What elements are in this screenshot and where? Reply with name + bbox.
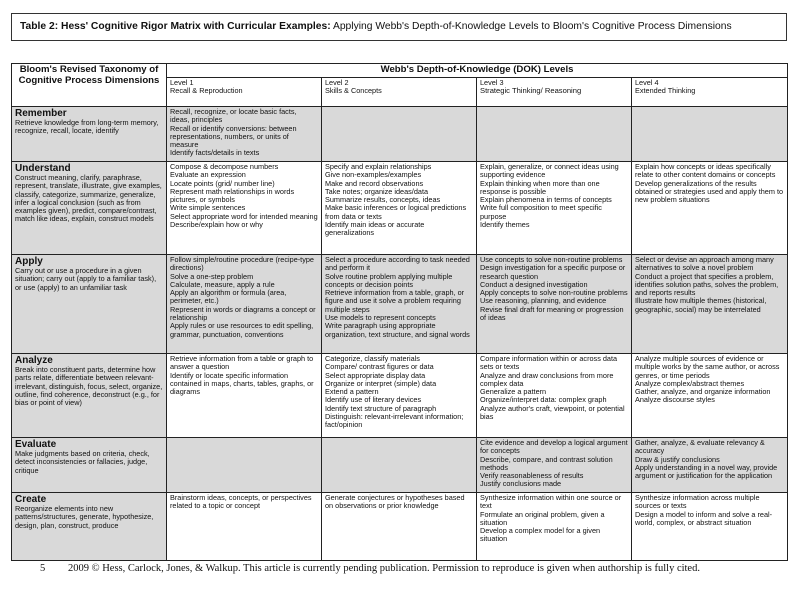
example-item: Make and record observations [325, 178, 424, 188]
taxonomy-header: Bloom's Revised Taxonomy of Cognitive Process Dimensions [12, 64, 167, 107]
taxonomy-description: Reorganize elements into new patterns/structures, generate, hypothesize, design, plan, construct, produce [15, 504, 154, 530]
taxonomy-title: Analyze [15, 355, 53, 366]
example-item: Verify reasonableness of results [480, 471, 584, 481]
example-item: Select appropriate display data [325, 370, 426, 380]
example-item: Identify facts/details in texts [170, 148, 260, 158]
footer [40, 563, 700, 574]
dok-level-1-cell [167, 107, 322, 162]
example-item: Identify or locate specific information contained in maps, charts, tables, graphs, or diagrams [170, 370, 314, 397]
example-item: Solve a one-step problem [170, 271, 254, 281]
example-item: Organize or interpret (simple) data [325, 378, 437, 388]
level-1-header: Level 1 Recall & Reproduction [167, 78, 322, 107]
example-item: Draw & justify conclusions [635, 454, 720, 464]
example-item: Justify conclusions made [480, 479, 562, 489]
example-item: Identify use of literary devices [325, 395, 422, 405]
example-item: Represent in words or diagrams a concept or relationship [170, 304, 316, 323]
example-item: Use models to represent concepts [325, 313, 436, 323]
level-3-header: Level 3 Strategic Thinking/ Reasoning [477, 78, 632, 107]
dok-level-4-cell [632, 354, 788, 438]
example-item: Compare/ contrast figures or data [325, 362, 434, 372]
example-item: Explain phenomena in terms of concepts [480, 195, 612, 205]
example-item: Analyze multiple sources of evidence or multiple works by the same author, or across genres, or time periods [635, 354, 780, 380]
example-item: Categorize, classify materials [325, 354, 420, 363]
example-item: Summarize results, concepts, ideas [325, 195, 441, 205]
taxonomy-cell [12, 255, 167, 354]
example-item: Brainstorm ideas, concepts, or perspectives related to a topic or concept [170, 493, 312, 511]
taxonomy-cell [12, 107, 167, 162]
taxonomy-cell [12, 162, 167, 255]
example-item: Select a procedure according to task needed and perform it [325, 255, 470, 273]
example-item: Write simple sentences [170, 203, 246, 213]
example-item: Illustrate how multiple themes (historical, geographic, social) may be interrelated [635, 296, 767, 314]
dok-level-2-cell [322, 493, 477, 561]
example-item: Generate conjectures or hypotheses based on observations or prior knowledge [325, 493, 465, 511]
taxonomy-description: Construct meaning, clarify, paraphrase, represent, translate, illustrate, give examples, classify, categorize, summarize, generalize, infer a logical conclusion (such as from examples given), predict, compare/contrast, match like ideas, explain, construct models [15, 173, 162, 224]
example-item: Identify themes [480, 220, 530, 230]
example-item: Give non-examples/examples [325, 170, 422, 180]
example-item: Recall or identify conversions: between representations, numbers, or units of measure [170, 123, 297, 150]
example-item: Analyze and draw conclusions from more complex data [480, 370, 614, 388]
dok-level-4-cell [632, 255, 788, 354]
example-item: Use reasoning, planning, and evidence [480, 296, 607, 306]
taxonomy-title: Apply [15, 256, 43, 267]
dok-level-1-cell [167, 493, 322, 561]
dok-level-2-cell [322, 107, 477, 162]
example-item: Formulate an original problem, given a situation [480, 509, 605, 527]
example-item: Make basic inferences or logical predictions from data or texts [325, 203, 467, 221]
taxonomy-cell [12, 438, 167, 493]
matrix-row-evaluate [12, 438, 788, 493]
taxonomy-description: Retrieve knowledge from long-term memory, recognize, recall, locate, identify [15, 118, 159, 136]
example-item: Describe/explain how or why [170, 220, 263, 230]
example-item: Analyze author's craft, viewpoint, or potential bias [480, 403, 625, 422]
table-caption [11, 13, 787, 41]
dok-level-2-cell [322, 354, 477, 438]
example-item: Analyze discourse styles [635, 395, 715, 405]
dok-level-1-cell [167, 162, 322, 255]
example-item: Select or devise an approach among many alternatives to solve a novel problem [635, 255, 774, 273]
example-item: Conduct a project that specifies a problem, identifies solution paths, solves the problem, and reports results [635, 271, 779, 298]
example-item: Calculate, measure, apply a rule [170, 279, 275, 289]
example-item: Gather, analyze, & evaluate relevancy & accuracy [635, 438, 765, 456]
cognitive-rigor-matrix [11, 63, 788, 561]
example-item: Synthesize information within one source or text [480, 493, 622, 511]
example-item: Identify text structure of paragraph [325, 403, 437, 413]
example-item: Revise final draft for meaning or progression of ideas [480, 304, 624, 323]
matrix-row-understand [12, 162, 788, 255]
example-item: Apply an algorithm or formula (area, perimeter, etc.) [170, 288, 287, 306]
example-item: Cite evidence and develop a logical argument for concepts [480, 438, 628, 456]
dok-level-3-cell [477, 255, 632, 354]
dok-level-3-cell [477, 107, 632, 162]
level-2-header: Level 2 Skills & Concepts [322, 78, 477, 107]
taxonomy-description: Make judgments based on criteria, check, detect inconsistencies or fallacies, judge, critique [15, 449, 150, 475]
dok-level-1-cell [167, 255, 322, 354]
example-item: Synthesize information across multiple sources or texts [635, 493, 760, 511]
example-item: Explain how concepts or ideas specifically relate to other content domains or concepts [635, 162, 776, 180]
page-number: 5 [40, 563, 46, 574]
example-item: Apply rules or use resources to edit spelling, grammar, punctuation, conventions [170, 321, 314, 339]
dok-level-1-cell [167, 354, 322, 438]
example-item: Compare information within or across data sets or texts [480, 354, 618, 372]
matrix-row-create [12, 493, 788, 561]
matrix-row-apply [12, 255, 788, 354]
dok-level-4-cell [632, 438, 788, 493]
dok-level-3-cell [477, 354, 632, 438]
caption-title: Table 2: Hess' Cognitive Rigor Matrix with Curricular Examples: [20, 21, 331, 32]
example-item: Solve routine problem applying multiple concepts or decision points [325, 271, 453, 289]
taxonomy-title: Create [15, 494, 47, 505]
dok-header: Webb's Depth-of-Knowledge (DOK) Levels [167, 64, 788, 78]
example-item: Explain thinking when more than one response is possible [480, 178, 600, 196]
example-item: Generalize a pattern [480, 387, 547, 397]
taxonomy-cell [12, 493, 167, 561]
example-item: Analyze complex/abstract themes [635, 378, 745, 388]
example-item: Recall, recognize, or locate basic facts, ideas, principles [170, 107, 297, 125]
dok-level-3-cell [477, 438, 632, 493]
taxonomy-title: Understand [15, 163, 71, 174]
example-item: Write paragraph using appropriate organization, text structure, and signal words [325, 321, 470, 339]
taxonomy-description: Carry out or use a procedure in a given situation; carry out (apply to a familiar task), or use (apply) to an unfamiliar task [15, 266, 157, 292]
example-item: Identify main ideas or accurate generalizations [325, 220, 425, 238]
dok-level-4-cell [632, 107, 788, 162]
taxonomy-cell [12, 354, 167, 438]
matrix-row-remember [12, 107, 788, 162]
example-item: Specify and explain relationships [325, 162, 432, 171]
example-item: Apply concepts to solve non-routine problems [480, 288, 628, 298]
dok-level-4-cell [632, 493, 788, 561]
example-item: Distinguish: relevant-irrelevant information; fact/opinion [325, 412, 464, 430]
level-4-header: Level 4 Extended Thinking [632, 78, 788, 107]
example-item: Evaluate an expression [170, 170, 246, 180]
matrix-body [12, 107, 788, 561]
dok-level-2-cell [322, 438, 477, 493]
example-item: Explain, generalize, or connect ideas using supporting evidence [480, 162, 619, 180]
dok-level-3-cell [477, 162, 632, 255]
example-item: Design investigation for a specific purpose or research question [480, 263, 626, 281]
dok-level-1-cell [167, 438, 322, 493]
example-item: Retrieve information from a table or graph to answer a question [170, 354, 314, 372]
example-item: Compose & decompose numbers [170, 162, 279, 171]
taxonomy-title: Evaluate [15, 439, 57, 450]
taxonomy-description: Break into constituent parts, determine how parts relate, differentiate between relevant-irrelevant, distinguish, focus, select, organize, outline, find coherence, deconstruct (e.g., for bias or point of view) [15, 365, 163, 408]
example-item: Develop a complex model for a given situation [480, 526, 601, 544]
caption-subtitle: Applying Webb's Depth-of-Knowledge Levels to Bloom's Cognitive Process Dimensions [330, 21, 732, 32]
dok-level-2-cell [322, 255, 477, 354]
copyright-note: 2009 © Hess, Carlock, Jones, & Walkup. This article is currently pending publication. Permission to reproduce is given when authorship is fully cited. [68, 563, 700, 574]
dok-level-4-cell [632, 162, 788, 255]
example-item: Select appropriate word for intended meaning [170, 211, 318, 221]
example-item: Take notes; organize ideas/data [325, 186, 429, 196]
example-item: Conduct a designed investigation [480, 279, 588, 289]
taxonomy-title: Remember [15, 108, 67, 119]
example-item: Follow simple/routine procedure (recipe-type directions) [170, 255, 314, 273]
example-item: Gather, analyze, and organize information [635, 387, 771, 397]
example-item: Extend a pattern [325, 387, 379, 397]
example-item: Locate points (grid/ number line) [170, 178, 275, 188]
example-item: Apply understanding in a novel way, provide argument or justification for the application [635, 462, 778, 481]
matrix-row-analyze [12, 354, 788, 438]
example-item: Use concepts to solve non-routine problems [480, 255, 623, 264]
example-item: Describe, compare, and contrast solution methods [480, 454, 613, 472]
example-item: Design a model to inform and solve a real-world, complex, or abstract situation [635, 509, 773, 527]
dok-level-2-cell [322, 162, 477, 255]
dok-level-3-cell [477, 493, 632, 561]
example-item: Write full composition to meet specific purpose [480, 203, 602, 221]
example-item: Retrieve information from a table, graph, or figure and use it solve a problem requiring multiple steps [325, 288, 465, 314]
example-item: Organize/interpret data: complex graph [480, 395, 607, 405]
example-item: Represent math relationships in words pictures, or symbols [170, 186, 295, 205]
example-item: Develop generalizations of the results obtained or strategies used and apply them to new problem situations [635, 178, 784, 205]
